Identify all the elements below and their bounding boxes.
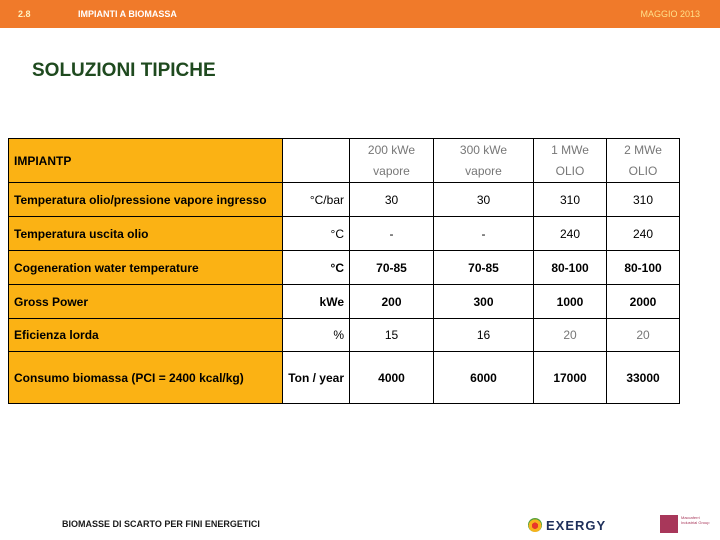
table-cell: 17000 xyxy=(534,352,607,404)
table-row xyxy=(9,352,680,404)
table-cell: 2000 xyxy=(607,285,680,319)
table-cell: 70-85 xyxy=(350,251,434,285)
table-cell: 310 xyxy=(607,183,680,217)
row-unit: °C xyxy=(283,251,350,285)
table-row xyxy=(9,183,680,217)
table-cell: 70-85 xyxy=(434,251,534,285)
table-cell: 200 xyxy=(350,285,434,319)
table-cell: 310 xyxy=(534,183,607,217)
row-label: Cogeneration water temperature xyxy=(9,251,283,285)
section-title: IMPIANTI A BIOMASSA xyxy=(78,9,177,19)
table-cell: 240 xyxy=(607,217,680,251)
row-label: Consumo biomassa (PCI = 2400 kcal/kg) xyxy=(9,352,283,404)
table-cell: 4000 xyxy=(350,352,434,404)
sun-icon xyxy=(528,518,542,532)
maccaferri-logo-text: Maccaferri Industrial Group xyxy=(681,515,710,525)
column-header-line1: 200 kWe xyxy=(367,142,416,157)
column-header xyxy=(350,139,434,183)
row-unit: °C/bar xyxy=(283,183,350,217)
column-header-line2: vapore xyxy=(465,163,502,178)
table-header-row xyxy=(9,139,680,183)
column-header xyxy=(434,139,534,183)
exergy-logo xyxy=(528,516,606,534)
row-label: Temperatura uscita olio xyxy=(9,217,283,251)
table-cell: - xyxy=(434,217,534,251)
table-cell: 80-100 xyxy=(607,251,680,285)
table-cell: 240 xyxy=(534,217,607,251)
table-row xyxy=(9,251,680,285)
column-header xyxy=(607,139,680,183)
column-header-line1: 2 MWe xyxy=(624,142,662,157)
row-label: Eficienza lorda xyxy=(9,319,283,352)
column-header-line2: vapore xyxy=(373,163,410,178)
table-cell: 33000 xyxy=(607,352,680,404)
table-cell: 1000 xyxy=(534,285,607,319)
table-cell: 30 xyxy=(434,183,534,217)
maccaferri-mark-icon xyxy=(660,515,678,533)
row-unit: °C xyxy=(283,217,350,251)
column-header-line2: OLIO xyxy=(555,163,585,178)
column-header-line1: 300 kWe xyxy=(459,142,508,157)
row-unit: Ton / year xyxy=(283,352,350,404)
table-cell: 30 xyxy=(350,183,434,217)
row-label: Gross Power xyxy=(9,285,283,319)
top-bar xyxy=(0,0,720,28)
date-label: MAGGIO 2013 xyxy=(640,9,700,19)
table-row xyxy=(9,217,680,251)
table-cell: 15 xyxy=(350,319,434,352)
table-head-label: IMPIANTP xyxy=(9,139,283,183)
table-cell: 20 xyxy=(534,319,607,352)
row-unit: kWe xyxy=(283,285,350,319)
table-cell: 16 xyxy=(434,319,534,352)
footer-text: BIOMASSE DI SCARTO PER FINI ENERGETICI xyxy=(62,519,260,529)
plants-table xyxy=(8,138,680,404)
section-number: 2.8 xyxy=(18,9,31,19)
table-cell: 80-100 xyxy=(534,251,607,285)
table-row xyxy=(9,319,680,352)
table-cell: 20 xyxy=(607,319,680,352)
column-header xyxy=(534,139,607,183)
table-cell: - xyxy=(350,217,434,251)
page-title: SOLUZIONI TIPICHE xyxy=(32,60,216,81)
table-cell: 6000 xyxy=(434,352,534,404)
table-row xyxy=(9,285,680,319)
exergy-logo-text: EXERGY xyxy=(546,517,607,533)
row-label: Temperatura olio/pressione vapore ingresso xyxy=(9,183,283,217)
table-cell: 300 xyxy=(434,285,534,319)
column-header-line1: 1 MWe xyxy=(551,142,589,157)
unit-header-cell xyxy=(283,139,350,183)
maccaferri-logo xyxy=(660,515,711,533)
row-unit: % xyxy=(283,319,350,352)
column-header-line2: OLIO xyxy=(628,163,658,178)
